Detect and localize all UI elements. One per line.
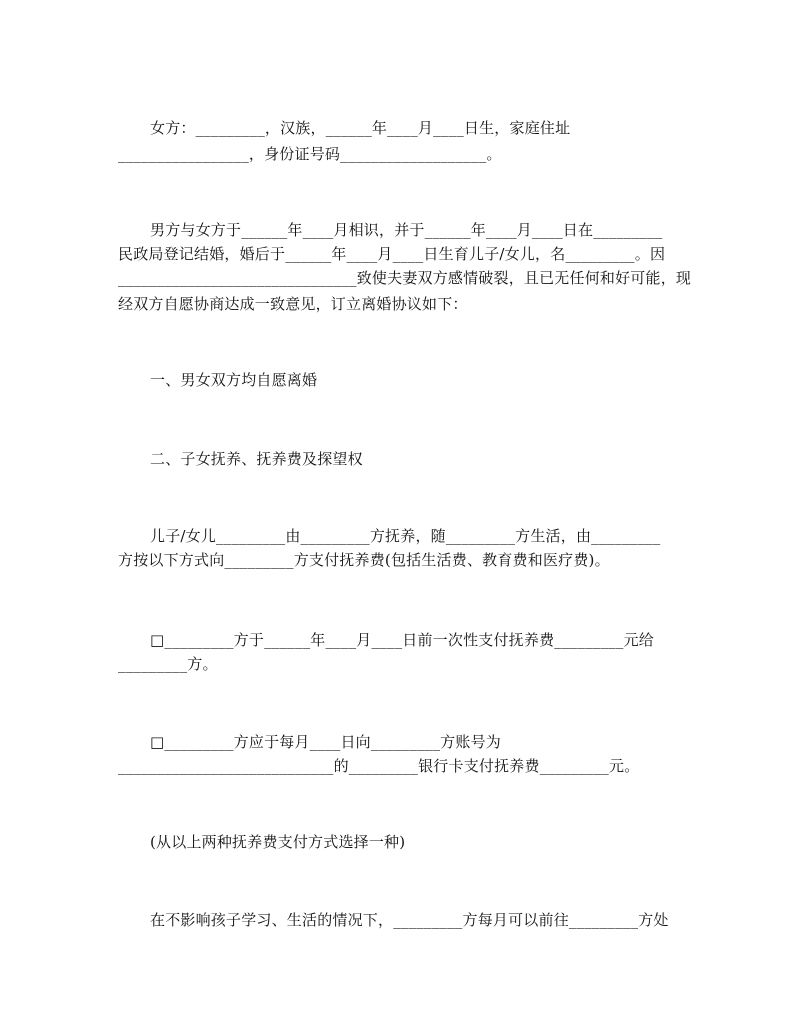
payment-choice-note: (从以上两种抚养费支付方式选择一种) bbox=[150, 833, 406, 851]
section-heading-divorce: 一、男女双方均自愿离婚 bbox=[150, 371, 318, 389]
female-info-line-2: _________________，身份证号码___________________。 bbox=[118, 145, 502, 163]
marriage-paragraph-line-4: 经双方自愿协商达成一致意见，订立离婚协议如下： bbox=[118, 295, 468, 313]
payment-option-lump-sum-line-1: □_________方于______年____月____日前一次性支付抚养费_________元给 bbox=[150, 631, 654, 649]
section-heading-custody: 二、子女抚养、抚养费及探望权 bbox=[150, 450, 363, 468]
marriage-paragraph-line-3: _______________________________致使夫妻双方感情破裂，且已无任何和好可能，现 bbox=[118, 269, 692, 287]
custody-paragraph-line-2: 方按以下方式向_________方支付抚养费(包括生活费、教育费和医疗费)。 bbox=[118, 551, 610, 569]
female-info-line-1: 女方：_________，汉族，______年____月____日生，家庭住址 bbox=[150, 119, 571, 137]
custody-paragraph-line-1: 儿子/女儿_________由_________方抚养，随_________方生活，由_________ bbox=[150, 527, 661, 545]
payment-option-lump-sum-line-2: _________方。 bbox=[118, 655, 218, 673]
visitation-paragraph-line-1: 在不影响孩子学习、生活的情况下，_________方每月可以前往_________方处 bbox=[150, 911, 669, 929]
payment-option-monthly-line-2: ____________________________的_________银行卡支付抚养费_________元。 bbox=[118, 757, 640, 775]
marriage-paragraph-line-2: 民政局登记结婚，婚后于______年____月____日生育儿子/女儿，名_________。因 bbox=[118, 245, 666, 263]
payment-option-monthly-line-1: □_________方应于每月____日向_________方账号为 bbox=[150, 733, 501, 751]
marriage-paragraph-line-1: 男方与女方于______年____月相识，并于______年____月____日在_________ bbox=[150, 221, 663, 239]
